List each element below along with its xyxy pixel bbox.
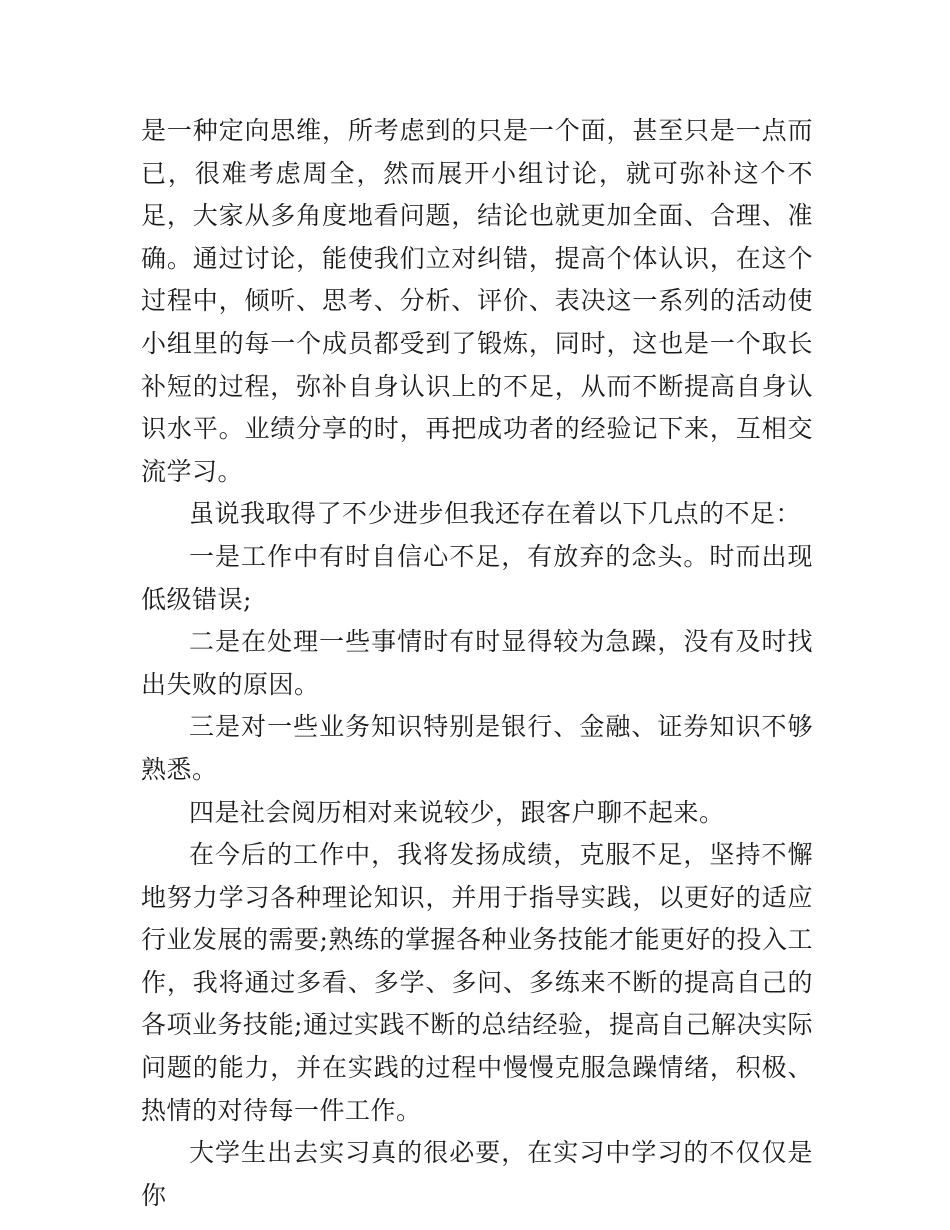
paragraph-5: 三是对一些业务知识特别是银行、金融、证券知识不够熟悉。 xyxy=(141,712,813,784)
paragraph-2: 虽说我取得了不少进步但我还存在着以下几点的不足： xyxy=(189,499,802,529)
paragraph-6: 四是社会阅历相对来说较少，跟客户聊不起来。 xyxy=(189,797,725,827)
paragraph-3: 一是工作中有时自信心不足，有放弃的念头。时而出现低级错误; xyxy=(141,541,813,614)
paragraph-4: 二是在处理一些事情时有时显得较为急躁，没有及时找出失败的原因。 xyxy=(141,627,813,699)
paragraph-7: 在今后的工作中，我将发扬成绩，克服不足，坚持不懈地努力学习各种理论知识，并用于指导实践，以更好的适应行业发展的需要;熟练的掌握各种业务技能才能更好的投入工作，我将通过多看、多学、多问、多练来不断的提高自己的各项业务技能;通过实践不断的总结经验，提高自己解决实际问题的能力，并在实践的过程中慢慢克服急躁情绪，积极、热情的对待每一件工作。 xyxy=(141,840,813,1125)
paragraph-1: 是一种定向思维，所考虑到的只是一个面，甚至只是一点而已，很难考虑周全，然而展开小组讨论，就可弥补这个不足，大家从多角度地看问题，结论也就更加全面、合理、准确。通过讨论，能使我们立对纠错，提高个体认识，在这个过程中，倾听、思考、分析、评价、表决这一系列的活动使小组里的每一个成员都受到了锻炼，同时，这也是一个取长补短的过程，弥补自身认识上的不足，从而不断提高自身认识水平。业绩分享的时，再把成功者的经验记下来，互相交流学习。 xyxy=(141,116,813,486)
document-body xyxy=(141,110,813,1217)
paragraph-8: 大学生出去实习真的很必要，在实习中学习的不仅仅是你 xyxy=(141,1138,813,1210)
